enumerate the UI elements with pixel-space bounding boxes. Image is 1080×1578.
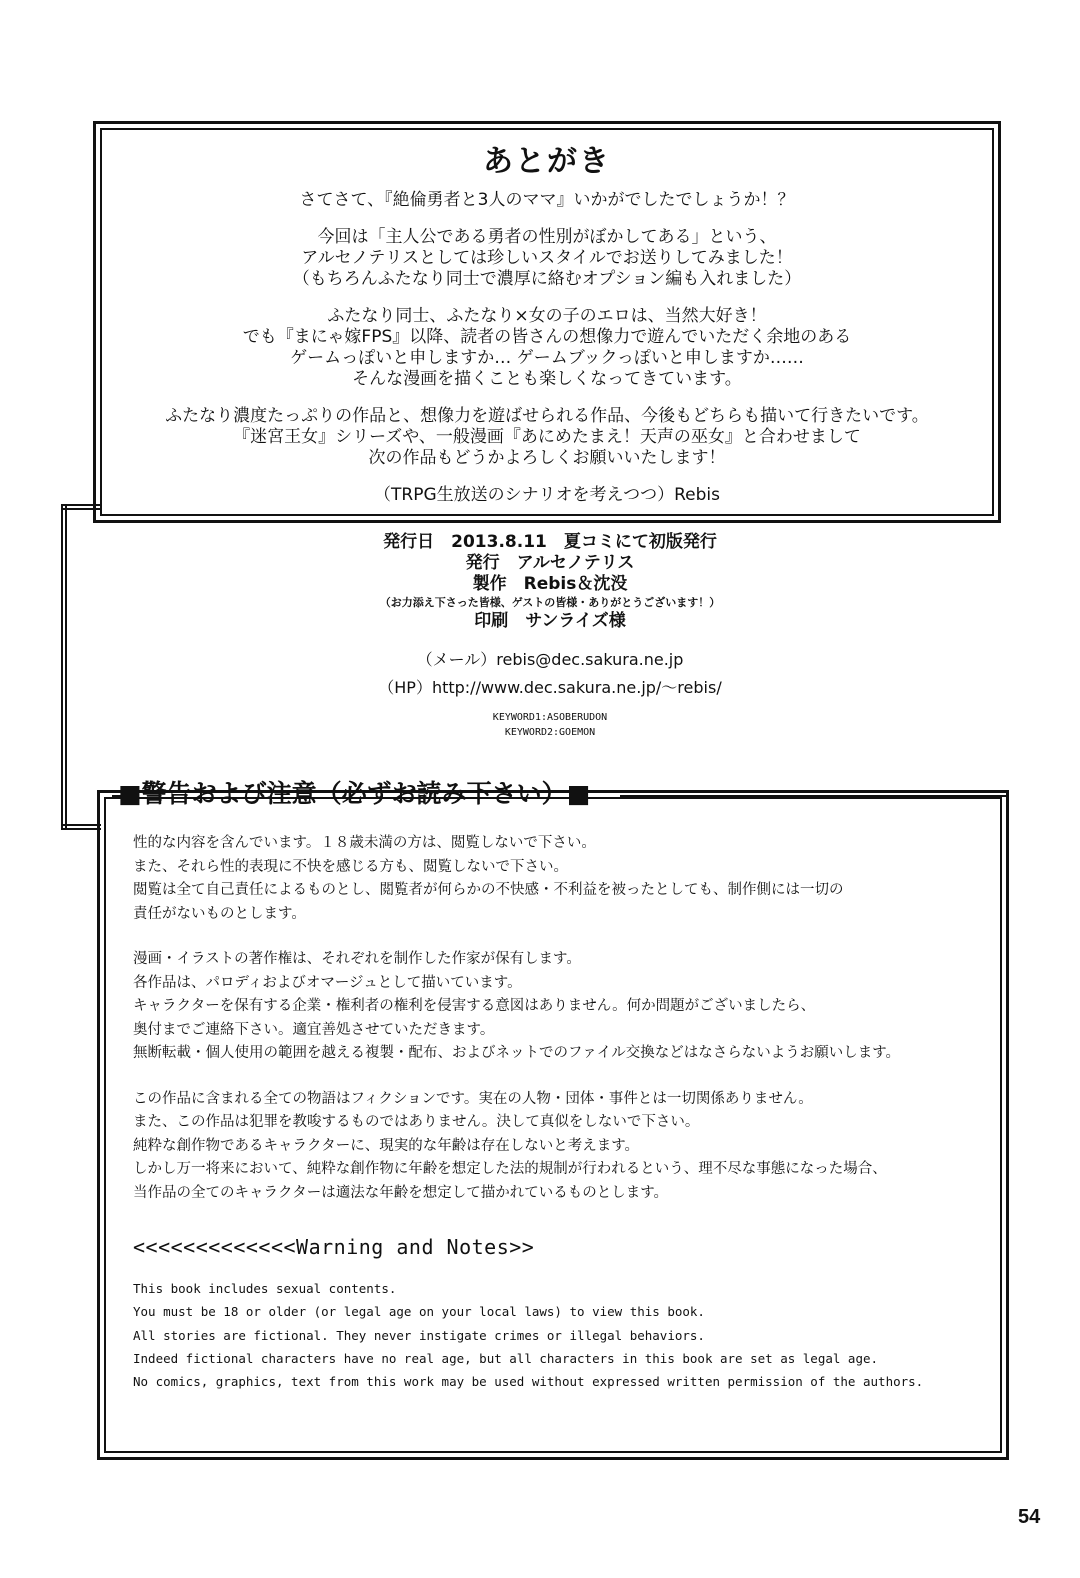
warning-line: 各作品は、パロディおよびオマージュとして描いています。	[133, 974, 522, 991]
english-warning-line: Indeed fictional characters have no real age, but all characters in this book are set as legal age.	[133, 1350, 879, 1366]
publisher: 発行 アルセノテリス	[465, 553, 635, 573]
afterword-line: ふたなり濃度たっぷりの作品と、想像力を遊ばせられる作品、今後もどちらも描いて行きたいです。	[165, 406, 929, 426]
header-rule-right	[620, 791, 1009, 797]
afterword-signature: （TRPG生放送のシナリオを考えつつ）Rebis	[374, 485, 720, 505]
printer: 印刷 サンライズ様	[474, 611, 626, 631]
colophon	[200, 532, 900, 740]
afterword-section	[100, 128, 994, 516]
warning-line: 責任がないものとします。	[133, 905, 306, 922]
warning-line: この作品に含まれる全ての物語はフィクションです。実在の人物・団体・事件とは一切関係ありません。	[133, 1090, 813, 1107]
warning-line: 奥付までご連絡下さい。適宜善処させていただきます。	[133, 1021, 495, 1038]
warning-heading: ■警告および注意（必ずお読み下さい）■	[118, 779, 591, 808]
warning-line: 漫画・イラストの著作権は、それぞれを制作した作家が保有します。	[133, 951, 581, 967]
afterword-line: 今回は「主人公である勇者の性別がぼかしてある」という、	[317, 227, 777, 247]
keyword-2: KEYWORD2:GOEMON	[504, 727, 596, 738]
english-warning-line: No comics, graphics, text from this work may be used without expressed written permission of the authors.	[133, 1374, 924, 1390]
warning-line: 当作品の全てのキャラクターは適法な年齢を想定して描かれているものとします。	[133, 1184, 669, 1201]
afterword-title: あとがき	[483, 144, 611, 179]
afterword-line: アルセノテリスとしては珍しいスタイルでお送りしてみました！	[301, 248, 793, 268]
warning-line: 無断転載・個人使用の範囲を越える複製・配布、およびネットでのファイル交換などはなさらないようお願いします。	[133, 1045, 901, 1061]
afterword-line: そんな漫画を描くことも楽しくなってきています。	[352, 369, 742, 389]
english-warning-line: You must be 18 or older (or legal age on your local laws) to view this book.	[133, 1304, 705, 1320]
english-warning-title: <<<<<<<<<<<<<Warning and Notes>>	[133, 1235, 535, 1259]
contact-mail: （メール）rebis@dec.sakura.ne.jp	[416, 650, 684, 669]
afterword-line: 次の作品もどうかよろしくお願いいたします！	[368, 448, 726, 468]
keyword-1: KEYWORD1:ASOBERUDON	[492, 712, 608, 723]
contact-homepage: （HP）http://www.dec.sakura.ne.jp/～rebis/	[378, 678, 722, 697]
afterword-line: さてさて、『絶倫勇者と3人のママ』いかがでしたでしょうか！？	[299, 190, 795, 210]
thanks-note: （お力添え下さった皆様、ゲストの皆様・ありがとうございます！）	[379, 596, 721, 609]
english-warning-line: All stories are fictional. They never instigate crimes or illegal behaviors.	[133, 1327, 705, 1343]
afterword-line: ふたなり同士、ふたなり×女の子のエロは、当然大好き！	[327, 306, 767, 326]
warning-line: 性的な内容を含んでいます。１８歳未満の方は、閲覧しないで下さい。	[133, 835, 596, 851]
connector-bracket-vertical	[61, 504, 67, 828]
keywords	[200, 710, 900, 740]
english-warning-line: This book includes sexual contents.	[133, 1281, 397, 1296]
afterword-line: ゲームっぽいと申しますか… ゲームブックっぽいと申しますか……	[290, 348, 804, 368]
warning-line: また、それら性的表現に不快を感じる方も、閲覧しないで下さい。	[133, 858, 568, 875]
afterword-line: 『迷宮王女』シリーズや、一般漫画『あにめたまえ！天声の巫女』と合わせまして	[233, 427, 861, 447]
publish-date: 発行日 2013.8.11 夏コミにて初版発行	[383, 532, 717, 552]
connector-bracket-bottom	[61, 824, 101, 830]
afterword-line: （もちろんふたなり同士で濃厚に絡むオプション編も入れました）	[292, 269, 802, 289]
warning-section	[133, 832, 993, 1393]
warning-line: 純粋な創作物であるキャラクターに、現実的な年齢は存在しないと考えます。	[133, 1137, 640, 1154]
production: 製作 Rebis＆沈没	[472, 574, 628, 594]
page-number: 54	[1018, 1506, 1041, 1528]
connector-bracket-top	[61, 504, 101, 510]
afterword-line: でも『まにゃ嫁FPS』以降、読者の皆さんの想像力で遊んでいただく余地のある	[242, 327, 852, 347]
warning-line: 閲覧は全て自己責任によるものとし、閲覧者が何らかの不快感・不利益を被ったとしても、制作側には一切の	[133, 882, 844, 898]
warning-line: また、この作品は犯罪を教唆するものではありません。決して真似をしないで下さい。	[133, 1114, 700, 1130]
contact-info	[200, 646, 900, 702]
warning-line: キャラクターを保有する企業・権利者の権利を侵害する意図はありません。何か問題がございましたら、	[133, 998, 816, 1014]
warning-line: しかし万一将来において、純粋な創作物に年齢を想定した法的規制が行われるという、理不尽な事態になった場合、	[133, 1161, 887, 1177]
